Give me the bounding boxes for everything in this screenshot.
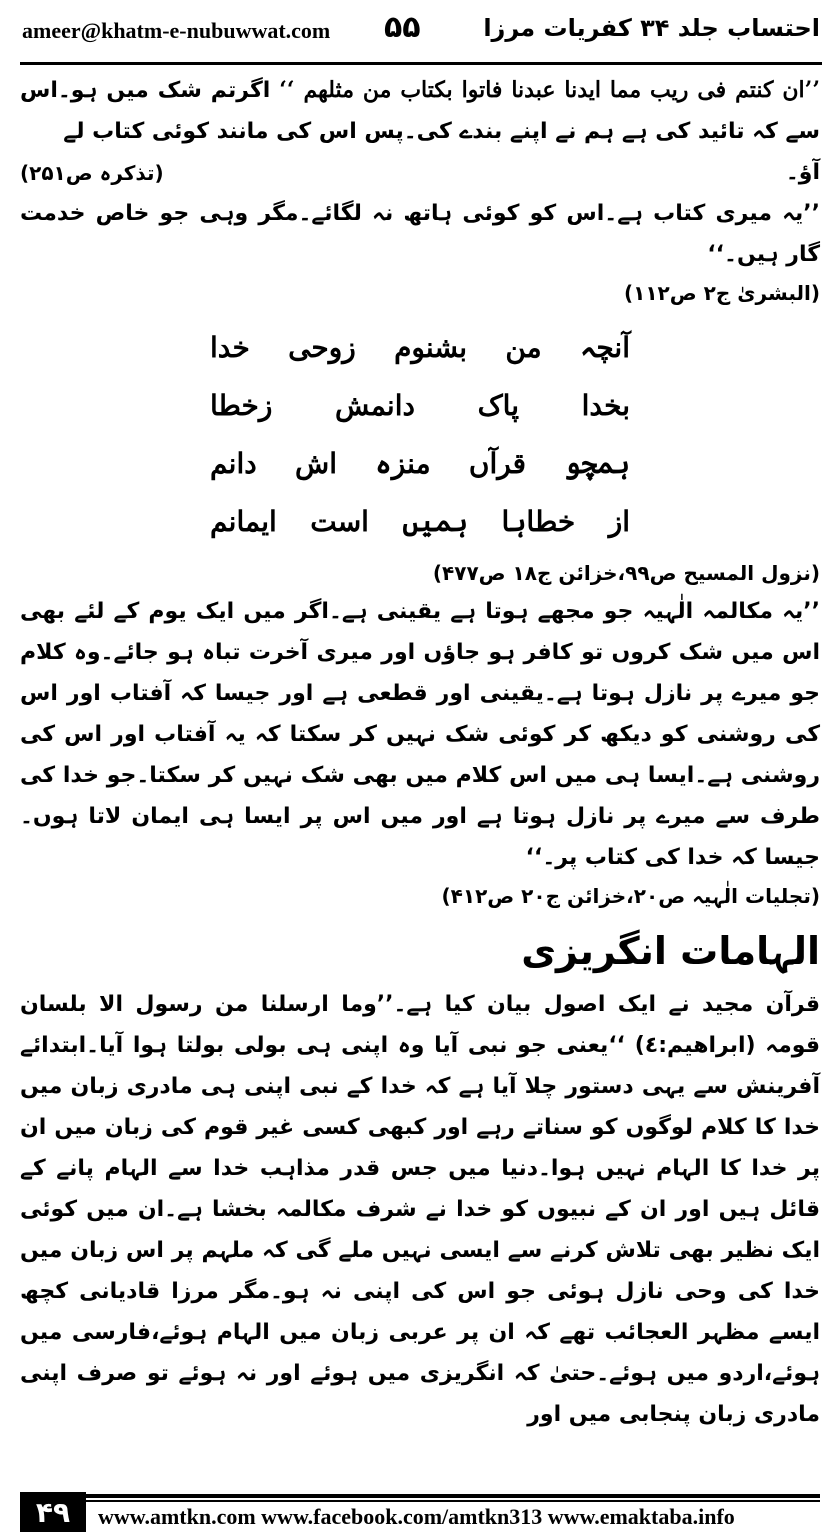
poem-word: بخدا [581,389,630,422]
footer-links: www.amtkn.com www.facebook.com/amtkn313 www.emaktaba.info [98,1504,735,1529]
section-title: الہامات انگریزی [521,929,820,973]
header-rule [20,62,822,65]
paragraph-1-urdu: اگرتم شک میں ہو۔اس سے کہ تائید کی ہے ہم نے اپنے بندے کی۔پس اس کی مانند کوئی کتاب لے [20,78,820,144]
poem-word: دانم [210,447,257,480]
poem-word: منزہ [375,447,431,480]
poem-word: خدا [210,331,250,364]
arabic-quote-1: ’’ان کنتم فی ریب مما ایدنا عبدنا فاتوا بکتاب من مثلھم ‘‘ [279,77,820,103]
poem-word: دانمش [335,389,415,422]
paragraph-2: ’’یہ میری کتاب ہے۔اس کو کوئی ہاتھ نہ لگائے۔مگر وہی جو خاص خدمت گار ہیں۔‘‘ [20,201,820,267]
reference-2: (البشریٰ ج۲ ص۱۱۲) [623,281,820,305]
poem-line [210,493,630,551]
paragraph-4: قرآن مجید نے ایک اصول بیان کیا ہے۔’’وما ارسلنا من رسول الا بلسان قومہ (ابراھیم:٤) ‘‘یعنی جو نبی آیا وہ اپنی ہی بولی بولتا ہوا آیا۔ابتدائے آفرینش سے یہی دستور چلا آیا ہے کہ خدا کے نبی اپنی ہی مادری زبان میں خدا کا کلام لوگوں کو سناتے رہے اور کبھی کسی غیر قوم کی زبان میں ان پر خدا کا الہام نہیں ہوا۔دنیا میں جس قدر مذاہب خدا سے الہام پانے کے قائل ہیں اور ان کے نبیوں کو خدا نے شرف مکالمہ بخشا ہے۔ان میں کوئی ایک نظیر بھی تلاش کرنے سے ایسی نہیں ملے گی کہ ملہم پر اس زبان میں خدا کی وحی نازل ہوئی جو اس کی اپنی نہ ہو۔مگر مرزا قادیانی کچھ ایسے مظہر العجائب تھے کہ ان پر عربی زبان میں الہام ہوئے،فارسی میں ہوئے،اردو میں ہوئے۔حتیٰ کہ انگریزی میں ہوئے اور نہ ہوئے تو صرف اپنی مادری زبان پنجابی میں اور [20,992,820,1427]
paragraph-1-end: آؤ۔ [785,160,820,185]
paragraph-1 [20,70,820,152]
footer-rule [86,1494,820,1498]
page-number: ۵۵ [384,10,421,45]
poem-line [210,319,630,377]
poem-line [210,435,630,493]
footer-rule-thin [86,1500,820,1502]
persian-poem [210,319,630,551]
page-footer [0,1492,840,1540]
poem-word: بشنوم [394,331,468,364]
poem-word: من [505,331,542,364]
poem-word: ہمچو [564,447,630,480]
reference-1: (تذکرہ ص۲۵۱) [20,160,164,185]
running-title: احتساب جلد ۳۴ کفریات مرزا [483,14,820,42]
page-header [0,0,840,62]
page-content [20,70,820,1480]
poem-line [210,377,630,435]
paragraph-1-end-row [20,152,820,193]
poem-word: است [310,505,369,538]
reference-4: (تجلیات الٰہیہ ص۲۰،خزائن ج۲۰ ص۴۱۲) [441,884,820,908]
poem-word: ایمانم [210,505,277,538]
footer-page-box: ۴۹ [20,1492,86,1532]
poem-word: ہمیں [402,505,469,538]
poem-word: از [608,505,630,538]
poem-word: آنچہ [579,331,630,364]
poem-word: زوحی [288,331,356,364]
poem-word: خطاہا [501,505,576,538]
reference-3: (نزول المسیح ص۹۹،خزائن ج۱۸ ص۴۷۷) [432,561,820,585]
header-email: ameer@khatm-e-nubuwwat.com [22,18,331,43]
poem-word: پاک [477,389,519,422]
poem-word: زخطا [210,389,273,422]
paragraph-3: ’’یہ مکالمہ الٰہیہ جو مجھے ہوتا ہے یقینی ہے۔اگر میں ایک یوم کے لئے بھی اس میں شک کروں تو کافر ہو جاؤں اور میری آخرت تباہ ہو جائے۔وہ کلام جو میرے پر نازل ہوتا ہے۔یقینی اور قطعی ہے اور جیسا کہ آفتاب اور اس کی روشنی کو دیکھ کر کوئی شک نہیں کر سکتا کہ یہ آفتاب اور اس کی روشنی ہے۔ایسا ہی میں اس کلام میں بھی شک نہیں کر سکتا۔جو خدا کی طرف سے میرے پر نازل ہوتا ہے اور میں اس پر ایسا ہی ایمان لاتا ہوں۔جیسا کہ خدا کی کتاب پر۔‘‘ [20,599,820,870]
poem-word: اش [295,447,337,480]
poem-word: قرآں [468,447,527,480]
